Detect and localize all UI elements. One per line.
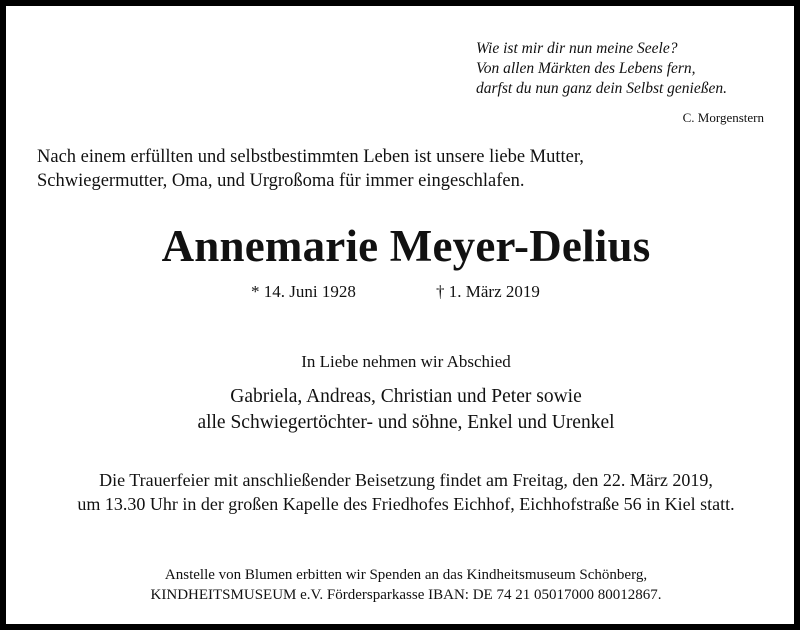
farewell-line <box>6 351 800 373</box>
poem-line: Von allen Märkten des Lebens fern, <box>476 60 696 77</box>
birth-date: * 14. Juni 1928 <box>251 282 356 301</box>
funeral-line: um 13.30 Uhr in der großen Kapelle des Friedhofes Eichhof, Eichhofstraße 56 in Kiel statt. <box>77 494 735 514</box>
donation-request <box>6 565 800 605</box>
farewell-text: In Liebe nehmen wir Abschied <box>301 352 511 371</box>
donation-line: KINDHEITSMUSEUM e.V. Fördersparkasse IBAN: DE 74 21 05017000 80012867. <box>150 587 662 603</box>
family-line: Gabriela, Andreas, Christian und Peter sowie <box>230 386 582 407</box>
funeral-details <box>6 468 800 516</box>
poem-line: darfst du nun ganz dein Selbst genießen. <box>476 80 727 97</box>
family-names <box>6 384 800 436</box>
death-date: † 1. März 2019 <box>436 282 540 301</box>
donation-line: Anstelle von Blumen erbitten wir Spenden an das Kindheitsmuseum Schönberg, <box>164 567 648 583</box>
deceased-name: Annemarie Meyer-Delius <box>161 221 651 271</box>
family-line: alle Schwiegertöchter- und söhne, Enkel und Urenkel <box>197 412 615 433</box>
funeral-line: Die Trauerfeier mit anschließender Beisetzung findet am Freitag, den 22. März 2019, <box>99 470 713 490</box>
intro-text <box>37 145 584 193</box>
poem-author: C. Morgenstern <box>682 110 764 125</box>
intro-line: Nach einem erfüllten und selbstbestimmten Leben ist unsere liebe Mutter, <box>37 147 584 167</box>
intro-line: Schwiegermutter, Oma, und Urgroßoma für immer eingeschlafen. <box>37 171 525 191</box>
poem-quote <box>476 39 727 99</box>
poem-line: Wie ist mir dir nun meine Seele? <box>476 40 678 57</box>
